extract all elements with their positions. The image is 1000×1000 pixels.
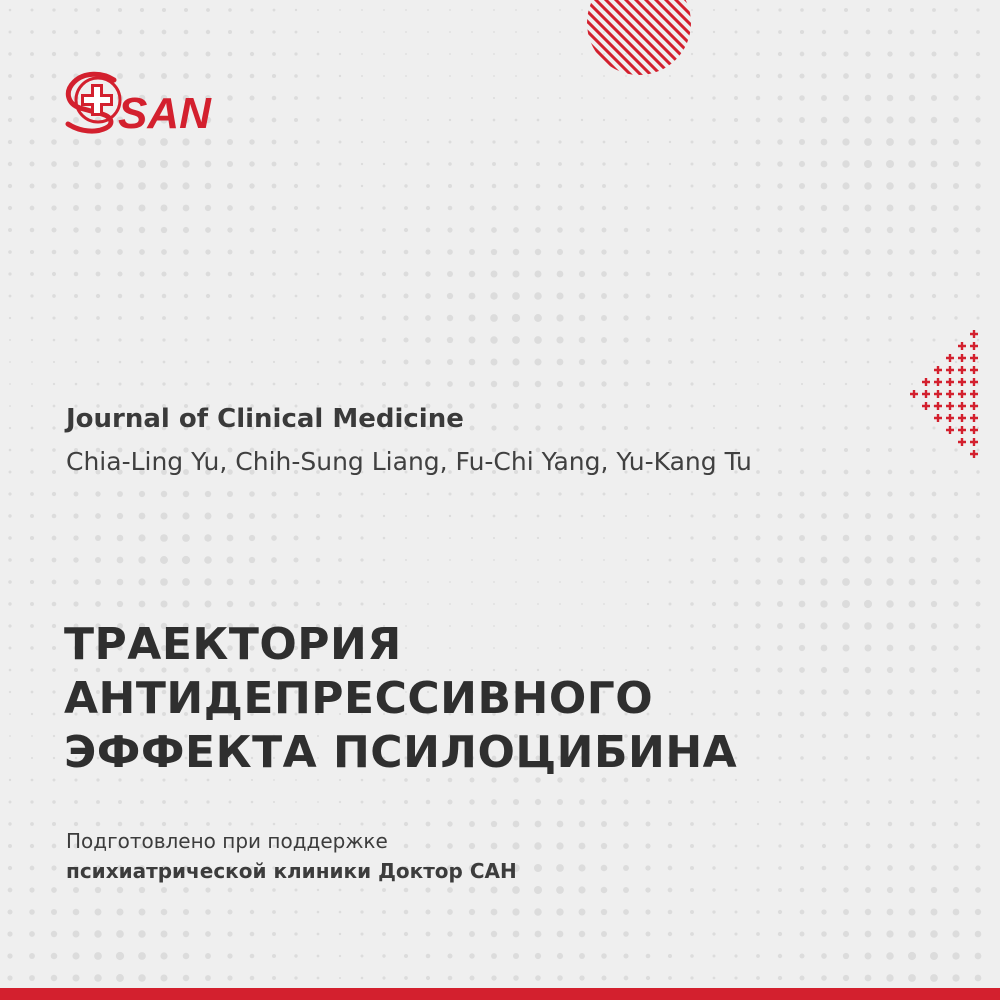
plus-icon — [958, 342, 966, 350]
plus-icon — [958, 402, 966, 410]
plus-icon — [958, 426, 966, 434]
plus-icon — [970, 426, 978, 434]
title-line: АНТИДЕПРЕССИВНОГО — [64, 673, 654, 724]
journal-name: Journal of Clinical Medicine — [66, 404, 464, 434]
plus-icon — [934, 390, 942, 398]
plus-icon — [970, 378, 978, 386]
plus-icon — [970, 354, 978, 362]
san-logo — [62, 62, 222, 134]
striped-circle-decoration — [584, 0, 694, 78]
bottom-accent-bar — [0, 988, 1000, 1000]
plus-icon — [910, 390, 918, 398]
plus-icon — [970, 330, 978, 338]
plus-icon — [970, 342, 978, 350]
plus-icon — [946, 378, 954, 386]
plus-icon — [934, 402, 942, 410]
author-list: Chia-Ling Yu, Chih-Sung Liang, Fu-Chi Yang, Yu-Kang Tu — [66, 447, 752, 476]
plus-icon — [970, 414, 978, 422]
plus-icon — [946, 354, 954, 362]
plus-icon — [922, 390, 930, 398]
plus-icon — [946, 402, 954, 410]
plus-icon — [970, 438, 978, 446]
plus-icon — [946, 414, 954, 422]
plus-icon — [970, 450, 978, 458]
plus-icon — [958, 366, 966, 374]
plus-icon — [934, 366, 942, 374]
plus-icon — [922, 378, 930, 386]
support-line: Подготовлено при поддержке — [66, 829, 388, 853]
support-note — [66, 826, 517, 886]
plus-icon — [958, 354, 966, 362]
title-line: ТРАЕКТОРИЯ — [64, 619, 402, 670]
plus-icon — [946, 390, 954, 398]
plus-icon — [946, 426, 954, 434]
plus-icon — [970, 366, 978, 374]
plus-icon — [922, 402, 930, 410]
title-line: ЭФФЕКТА ПСИЛОЦИБИНА — [64, 727, 738, 778]
plus-icon — [970, 390, 978, 398]
plus-icon — [934, 414, 942, 422]
plus-icon — [958, 414, 966, 422]
article-title — [64, 618, 964, 780]
clinic-name: психиатрической клиники Доктор САН — [66, 859, 517, 883]
plus-icon — [958, 438, 966, 446]
logo-text: SAN — [118, 89, 211, 134]
plus-icon — [946, 366, 954, 374]
plus-icon — [958, 390, 966, 398]
plus-icon — [934, 378, 942, 386]
plus-icon — [958, 378, 966, 386]
plus-icon — [970, 402, 978, 410]
cross-pattern-decoration — [896, 328, 980, 464]
